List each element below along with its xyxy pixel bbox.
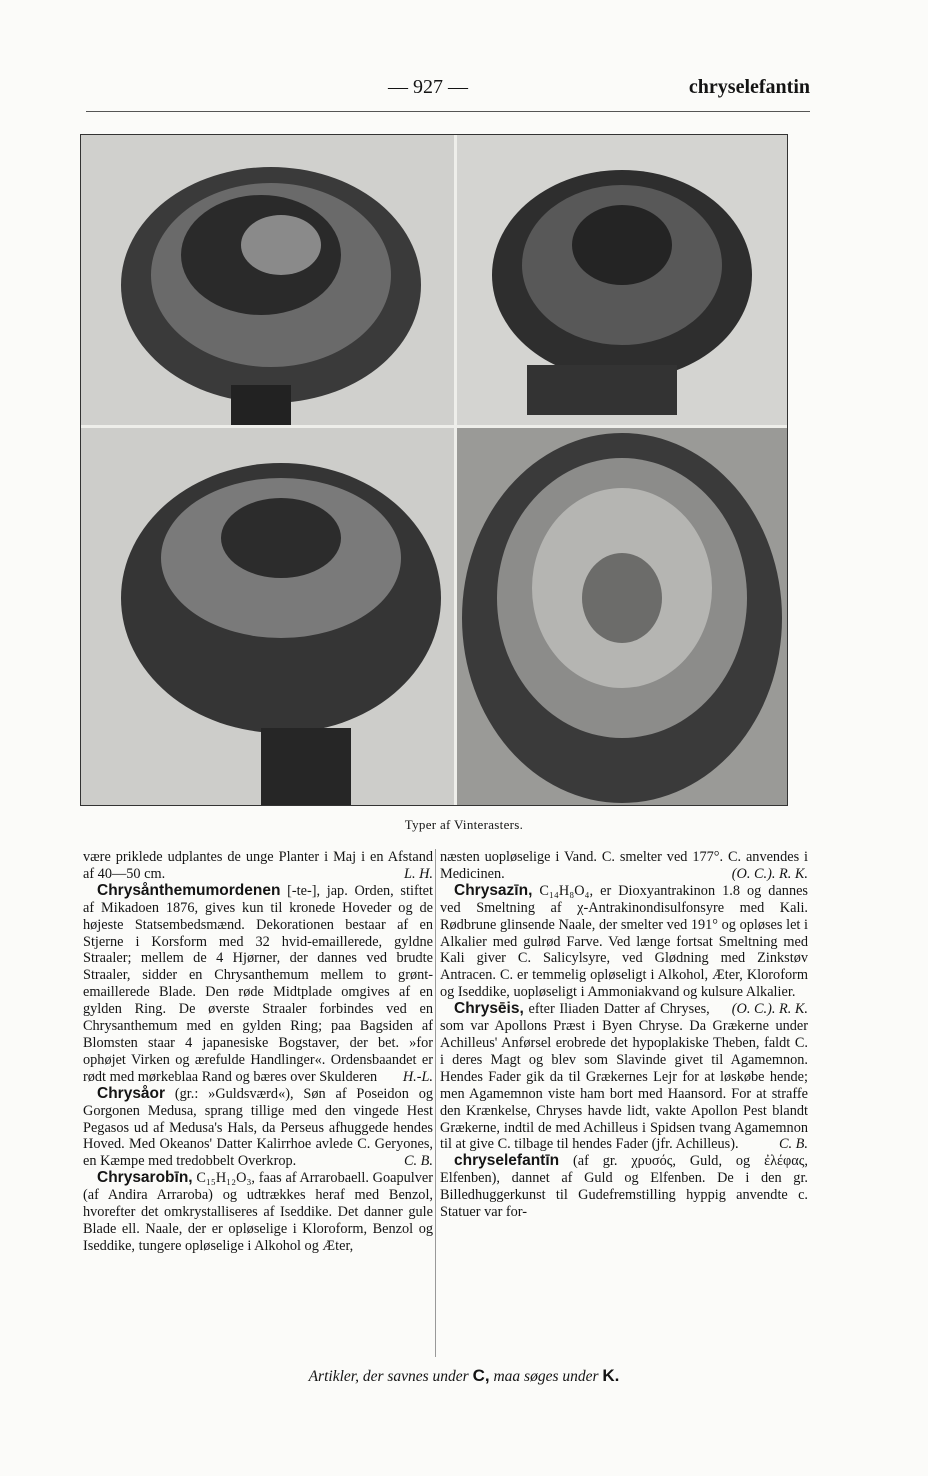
footer-letter-k: K. xyxy=(602,1366,620,1385)
figure-caption: Typer af Vinterasters. xyxy=(404,817,524,832)
chrysanthemum-photo-4 xyxy=(457,428,787,805)
column-divider xyxy=(435,849,436,1357)
panel-divider-vertical xyxy=(454,135,457,805)
entry-term: chryselefantīn xyxy=(454,1152,560,1170)
right-text-column xyxy=(440,849,808,1221)
panel-divider-horizontal xyxy=(81,425,787,428)
author-signature: C. B. xyxy=(779,1136,808,1153)
entry-term: Chrysåor xyxy=(97,1084,166,1102)
author-signature: L. H. xyxy=(404,865,433,882)
entry-term: Chrysånthemumordenen xyxy=(97,881,281,899)
author-signature: H.-L. xyxy=(402,1068,433,1085)
footer-letter-c: C, xyxy=(472,1366,490,1385)
paragraph-text: næsten uopløselige i Vand. C. smelter ved 177°. C. anvendes i Medicinen. xyxy=(440,849,808,882)
entry-term: Chrysēis, xyxy=(454,1000,524,1018)
paragraph-text: være priklede udplantes de unge Planter i Maj i en Afstand af 40—50 cm. xyxy=(83,849,433,882)
entry-text: C₁₄H₈O₄, er Dioxyantrakinon 1.8 og dannes ved Smeltning af χ-Antrakinondisulfonsyre med Kali. Rødbrune glinsende Naale, der smelter ved 191° og opløses let i Alkalier med gulrød Farve. Ved længe fortsat Smeltning med Kali giver C. Salicylsyre, ved Glødning med Zinkstøv Antracen. C. er temmelig opløseligt i Alkohol, Æter, Kloroform og Iseddike, uopløseligt i Ammoniakvand og kulsure Alkalier. xyxy=(440,882,808,1001)
chrysanthemum-photo-3 xyxy=(81,428,454,805)
paragraph-continuation xyxy=(440,849,808,883)
header-rule xyxy=(86,111,810,112)
author-signature: (O. C.). R. K. xyxy=(731,1001,808,1018)
entry-term: Chrysazīn, xyxy=(454,881,533,899)
running-headword: chryselefantin xyxy=(688,76,810,98)
entry-term: Chrysarobīn, xyxy=(97,1169,193,1187)
entry-chryselefantin xyxy=(440,1153,808,1221)
entry-chryseis xyxy=(440,1001,808,1153)
page-header xyxy=(86,76,810,106)
entry-text: [-te-], jap. Orden, stiftet af Mikadoen 1876, gives kun til kronede Hoveder og de højeste Statsembedsmænd. Dekorationen bestaar af en Stjerne i Korsform med 32 hvid-emaillerede, gyldne Straaler; mellem de 4 Hjørner, der dannes ved brudte Straaler, sidder en Chrysanthemum mellem to grønt-emaillerede Blade. Den røde Midtplade omgives af en gylden Ring. De øverste Straaler forbindes ved en Chrysanthemum med en gylden Ring; paa Bagsiden af Blomsten staar 4 japanesiske Bogstaver, der bet. »for ophøjet Virken og ærefulde Handlinger«. Ordensbaandet er rødt med mørkeblaa Rand og bæres over Skulderen xyxy=(83,882,433,1085)
page-number: — 927 — xyxy=(388,76,468,98)
chrysanthemum-figure xyxy=(80,134,788,806)
entry-chrysarobin xyxy=(83,1170,433,1255)
entry-text: C₁₅H₁₂O₃, faas af Arrarobaell. Goapulver (af Andira Arraroba) og udtrækkes heraf med Benzol, hvorefter det omkrystalliseres af Iseddike. Det danner gule Blade ell. Naale, der er opløselige i Kloroform, Benzol og Iseddike, tungere opløselige i Alkohol og Æter, xyxy=(83,1170,433,1254)
chrysanthemum-photo-2 xyxy=(457,135,787,425)
entry-text: (gr.: »Guldsværd«), Søn af Poseidon og Gorgonen Medusa, sprang tillige med den vingede Hest Pegasos ud af Medusa's Hals, da Perseus afhuggede hendes Hoved. Med Okeanos' Datter Kalirrhoe avlede C. Geryones, en Kæmpe med tredobbelt Overkrop. xyxy=(83,1085,433,1170)
left-text-column xyxy=(83,849,433,1255)
author-signature: (O. C.). R. K. xyxy=(731,865,808,882)
author-signature: C. B. xyxy=(404,1153,433,1170)
footer-text: Artikler, der savnes under xyxy=(308,1368,473,1385)
paragraph-continuation xyxy=(83,849,433,883)
chrysanthemum-photo-1 xyxy=(81,135,454,425)
entry-chrysanthemumordenen xyxy=(83,883,433,1086)
entry-text: (af gr. χρυσός, Guld, og ἐλέφας, Elfenben), dannet af Guld og Elfenben. De i den gr. Billedhuggerkunst til Gudefremstilling hyppig anvendte c. Statuer var for- xyxy=(440,1153,808,1221)
footer-note xyxy=(0,1366,928,1386)
footer-text: maa søges under xyxy=(489,1368,603,1385)
entry-chrysaor xyxy=(83,1086,433,1171)
entry-text: efter Iliaden Datter af Chryses, som var Apollons Præst i Byen Chryse. Da Grækerne under Achilleus' Anførsel erobrede det hypoplakiske Theben, faldt C. i deres Magt og blev som Slavinde givet til Agamemnon. Hendes Fader gik da til Grækernes Lejr for at løskøbe hende; men Agamemnon viste ham bort med Haansord. For at straffe den Krænkelse, Chryses havde lidt, vakte Apollon Pest blandt Grækerne, indtil de med Achilleus i Spidsen tvang Agamemnon til at give C. tilbage til hendes Fader (jfr. Achilleus). xyxy=(440,1001,808,1153)
